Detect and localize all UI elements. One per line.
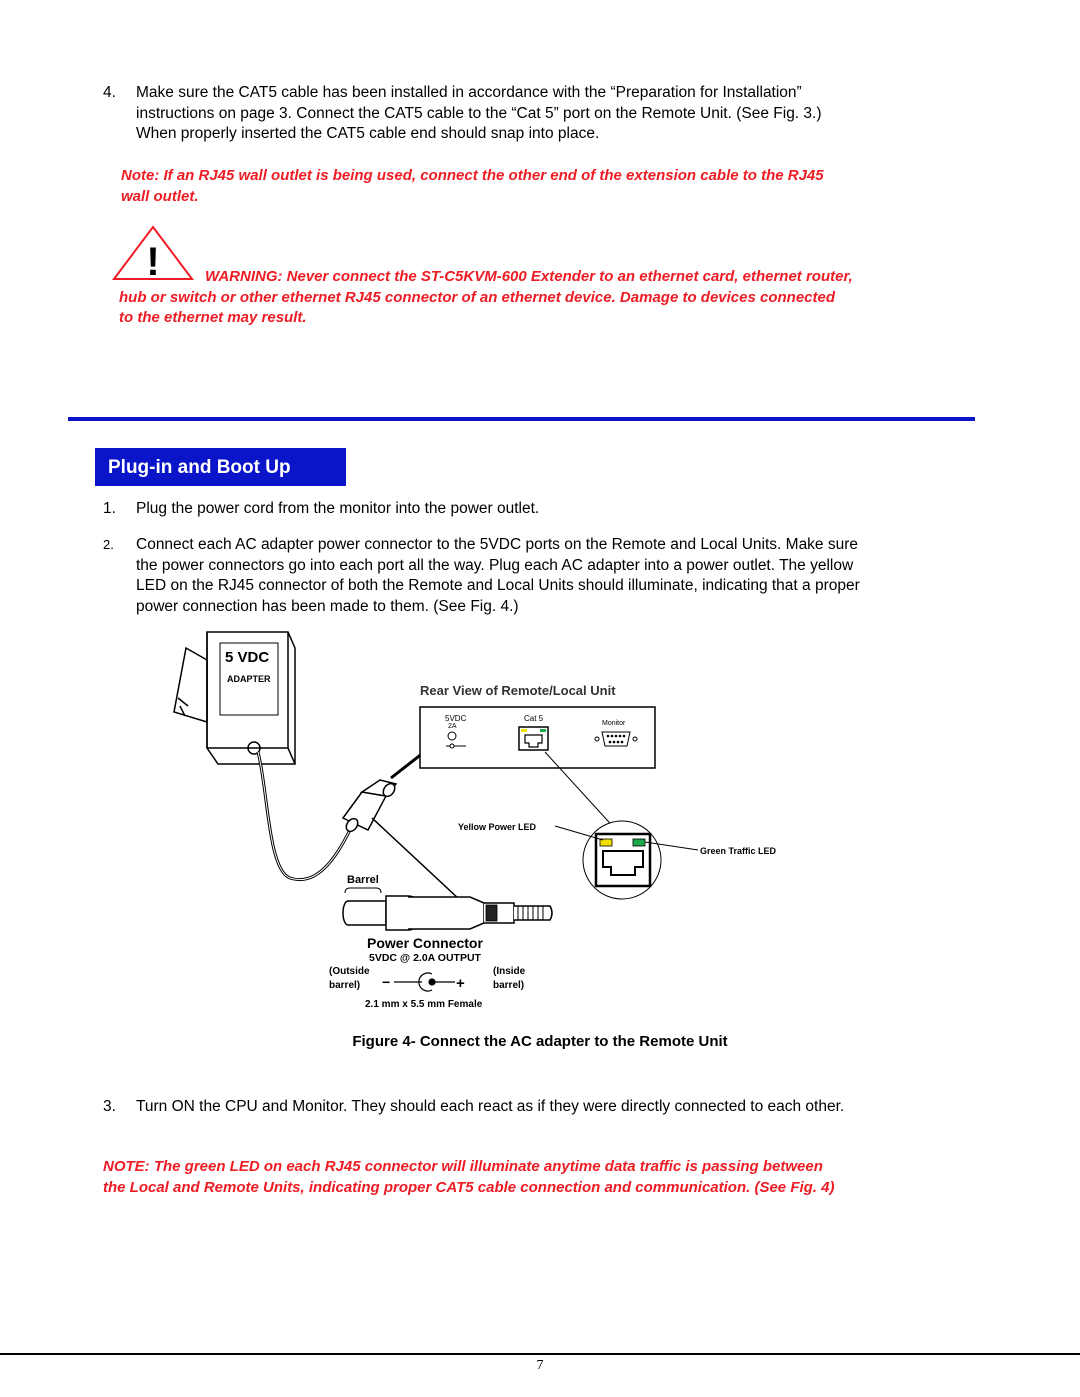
inside-label-2: barrel) — [493, 980, 525, 991]
barrel-label: Barrel — [347, 874, 379, 886]
note2-line-1: NOTE: The green LED on each RJ45 connector will illuminate anytime data traffic is passing between — [103, 1158, 823, 1175]
inside-label: (Inside — [493, 966, 526, 977]
section-title: Plug-in and Boot Up — [95, 448, 346, 486]
note-line-2: wall outlet. — [121, 187, 199, 205]
warning-line-3: to the ethernet may result. — [119, 309, 307, 326]
green-led-label: Green Traffic LED — [700, 846, 777, 856]
warning-line-1: WARNING: Never connect the ST-C5KVM-600 Extender to an ethernet card, ethernet router, — [205, 268, 853, 285]
step-number: 1. — [103, 500, 116, 517]
section-divider — [68, 417, 975, 421]
warning-exclamation: ! — [146, 240, 160, 281]
green-led-large — [633, 839, 645, 846]
connector-title: Power Connector — [367, 935, 483, 951]
step-1 — [103, 499, 983, 520]
footer-rule — [0, 1353, 1080, 1355]
adapter-voltage: 5 VDC — [225, 649, 270, 666]
port-2a-label: 2A — [448, 723, 457, 730]
step-number: 3. — [103, 1098, 116, 1115]
port-5vdc-label: 5VDC — [445, 714, 467, 723]
outside-label-2: barrel) — [329, 980, 361, 991]
outside-label: (Outside — [329, 966, 370, 977]
rear-view-title: Rear View of Remote/Local Unit — [420, 683, 616, 698]
power-plug — [343, 780, 397, 834]
figure-caption: Figure 4- Connect the AC adapter to the Remote Unit — [352, 1033, 728, 1050]
minus-sign: − — [382, 974, 391, 990]
step-4-line-3: When properly inserted the CAT5 cable end should snap into place. — [136, 125, 600, 142]
step-3 — [103, 1097, 1003, 1118]
note-green-led — [103, 1157, 1023, 1198]
step-4-line-1: Make sure the CAT5 cable has been installed in accordance with the “Preparation for Installation” — [136, 84, 802, 101]
step-2 — [103, 535, 1003, 617]
step-4-line-2: instructions on page 3. Connect the CAT5 cable to the “Cat 5” port on the Remote Unit. (See Fig. 3.) — [136, 104, 822, 122]
warning-text — [119, 267, 1019, 329]
note-wall-outlet — [121, 166, 1021, 207]
port-monitor-label: Monitor — [602, 720, 626, 727]
yellow-led-small — [521, 729, 527, 732]
adapter-cord — [258, 752, 352, 880]
step-number: 2. — [103, 537, 114, 552]
port-cat5-label: Cat 5 — [524, 714, 544, 723]
polarity-symbol — [394, 973, 455, 991]
adapter-label: ADAPTER — [227, 674, 271, 684]
barrel-connector — [343, 896, 552, 930]
connector-spec: 5VDC @ 2.0A OUTPUT — [369, 952, 481, 964]
figure-4-diagram — [0, 620, 1080, 1020]
step-2-line-2: the power connectors go into each port all the way. Plug each AC adapter into a power outlet. The yellow — [136, 556, 854, 574]
connector-size-label: 2.1 mm x 5.5 mm Female — [365, 999, 483, 1010]
step-1-text: Plug the power cord from the monitor into the power outlet. — [136, 500, 540, 517]
step-4 — [103, 83, 983, 145]
step-2-line-4: power connection has been made to them. (See Fig. 4.) — [136, 597, 519, 615]
note2-line-2: the Local and Remote Units, indicating proper CAT5 cable connection and communication. (See Fig. 4) — [103, 1178, 835, 1196]
green-led-small — [540, 729, 546, 732]
step-3-text: Turn ON the CPU and Monitor. They should each react as if they were directly connected to each other. — [136, 1098, 845, 1115]
plus-sign: + — [456, 975, 465, 992]
warning-line-2: hub or switch or other ethernet RJ45 connector of an ethernet device. Damage to devices connected — [119, 288, 836, 306]
note-line-1: Note: If an RJ45 wall outlet is being used, connect the other end of the extension cable to the RJ45 — [121, 167, 824, 184]
step-number: 4. — [103, 84, 116, 101]
page-number: 7 — [536, 1358, 544, 1373]
step-2-line-1: Connect each AC adapter power connector to the 5VDC ports on the Remote and Local Units. Make sure — [136, 536, 859, 553]
yellow-led-label: Yellow Power LED — [458, 822, 537, 832]
step-2-line-3: LED on the RJ45 connector of both the Remote and Local Units should illuminate, indicating that a proper — [136, 577, 860, 594]
